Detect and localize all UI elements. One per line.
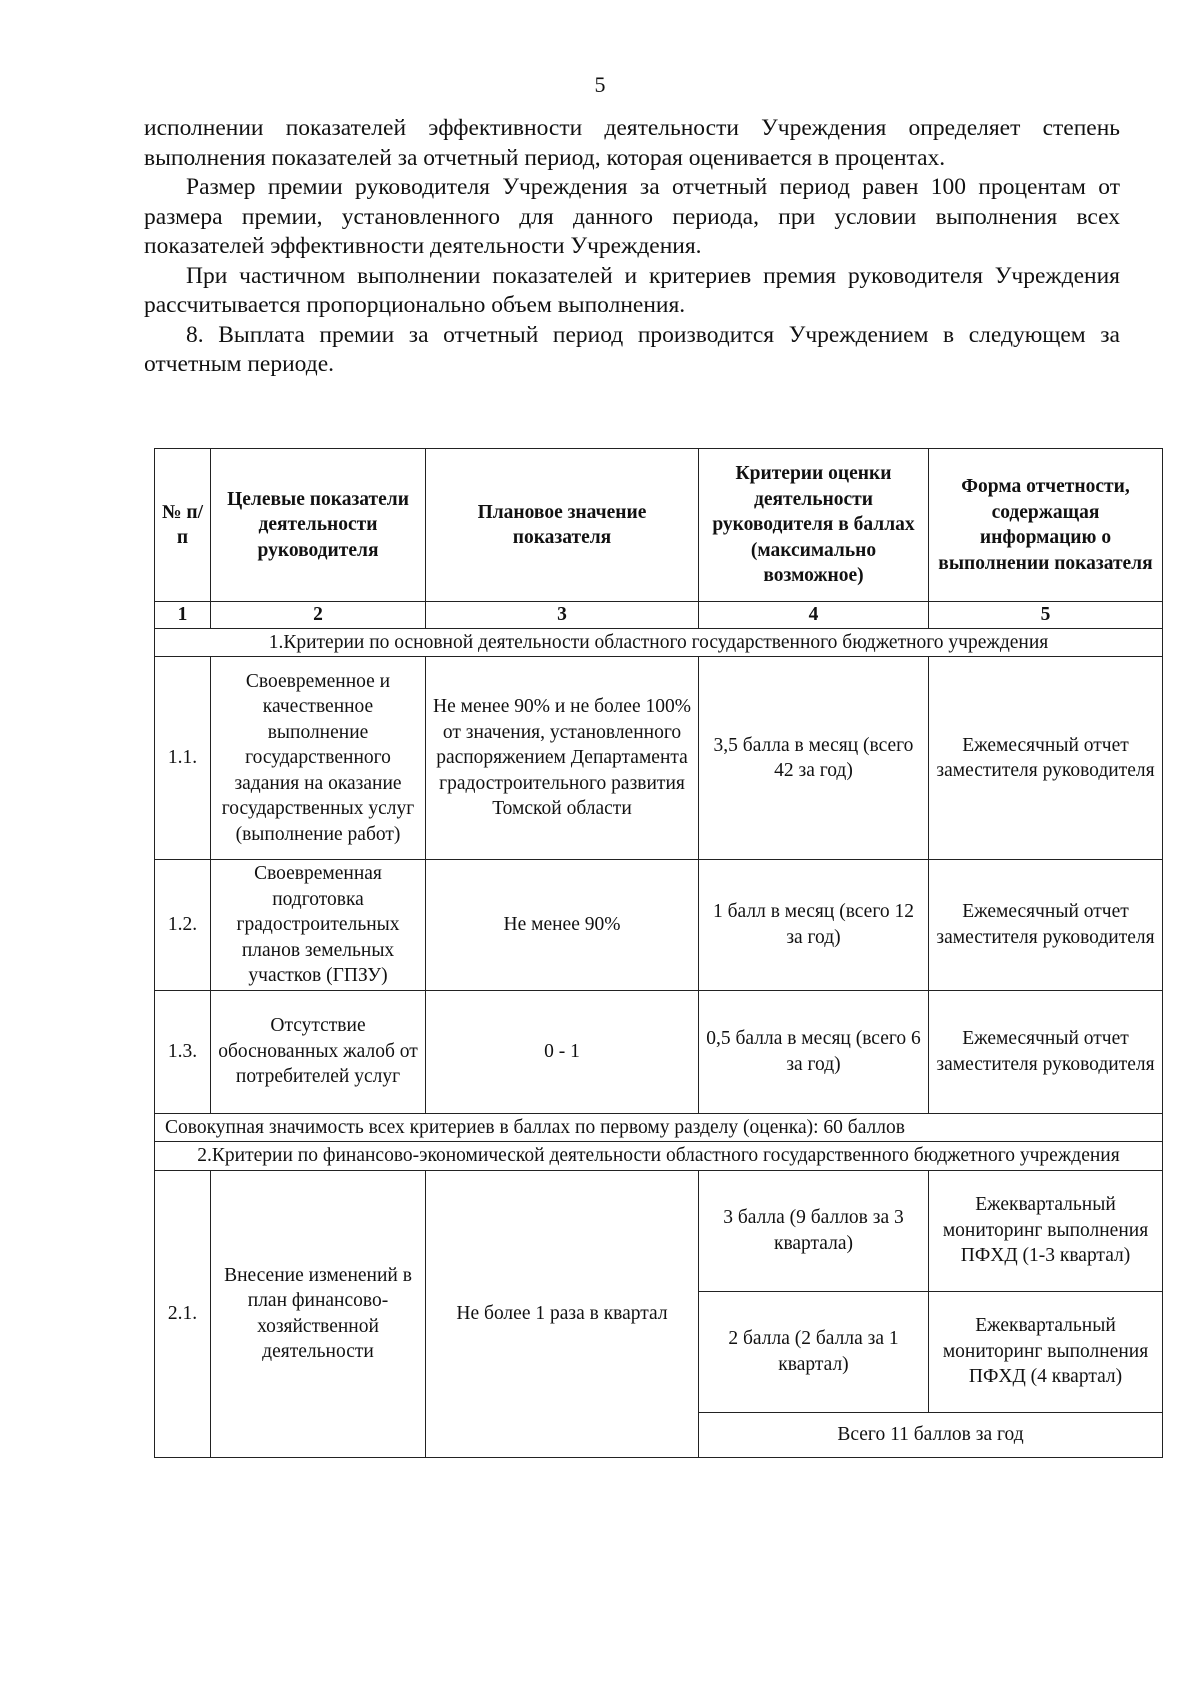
row-plan-value: 0 - 1: [426, 990, 699, 1113]
row-number: 1.1.: [155, 657, 211, 860]
header-number: № п/п: [155, 449, 211, 602]
column-number: 2: [211, 602, 426, 629]
row-plan-value: Не менее 90%: [426, 860, 699, 991]
row-indicator: Своевременная подготовка градостроительных планов земельных участков (ГПЗУ): [211, 860, 426, 991]
section-1-title: 1.Критерии по основной деятельности областного государственного бюджетного учреждения: [155, 628, 1163, 657]
column-number: 5: [929, 602, 1163, 629]
section-2-title: 2.Критерии по финансово-экономической деятельности областного государственного бюджетного учреждения: [155, 1142, 1163, 1171]
row-indicator: Отсутствие обоснованных жалоб от потребителей услуг: [211, 990, 426, 1113]
row-plan-value: Не менее 90% и не более 100% от значения, установленного распоряжением Департамента градостроительного развития Томской области: [426, 657, 699, 860]
row-criteria: 3,5 балла в месяц (всего 42 за год): [699, 657, 929, 860]
row-report-quarters-1-3: Ежеквартальный мониторинг выполнения ПФХД (1-3 квартал): [929, 1170, 1163, 1291]
header-criteria: Критерии оценки деятельности руководителя в баллах (максимально возможное): [699, 449, 929, 602]
column-numbers-row: [155, 602, 1163, 629]
table-row: [155, 1170, 1163, 1291]
header-report-form: Форма отчетности, содержащая информацию о выполнении показателя: [929, 449, 1163, 602]
row-number: 2.1.: [155, 1170, 211, 1457]
row-criteria: 1 балл в месяц (всего 12 за год): [699, 860, 929, 991]
section-1-summary-row: [155, 1113, 1163, 1142]
row-plan-value: Не более 1 раза в квартал: [426, 1170, 699, 1457]
section-2-title-row: [155, 1142, 1163, 1171]
row-criteria: 0,5 балла в месяц (всего 6 за год): [699, 990, 929, 1113]
page-number: 5: [594, 72, 606, 97]
row-indicator: Своевременное и качественное выполнение государственного задания на оказание государственных услуг (выполнение работ): [211, 657, 426, 860]
table-row: [155, 860, 1163, 991]
paragraph-2: Размер премии руководителя Учреждения за отчетный период равен 100 процентам от размера премии, установленного для данного периода, при условии выполнения всех показателей эффективности деятельности Учреждения.: [144, 174, 1120, 259]
paragraph-4: 8. Выплата премии за отчетный период производится Учреждением в следующем за отчетным периоде.: [144, 321, 1120, 377]
row-report-form: Ежемесячный отчет заместителя руководителя: [929, 990, 1163, 1113]
row-indicator: Внесение изменений в план финансово-хозяйственной деятельности: [211, 1170, 426, 1457]
paragraph-3: При частичном выполнении показателей и критериев премия руководителя Учреждения рассчитывается пропорционально объем выполнения.: [144, 262, 1120, 318]
row-report-form: Ежемесячный отчет заместителя руководителя: [929, 657, 1163, 860]
header-plan-value: Плановое значение показателя: [426, 449, 699, 602]
paragraph-1: исполнении показателей эффективности деятельности Учреждения определяет степень выполнения показателей за отчетный период, которая оценивается в процентах.: [144, 115, 1120, 171]
row-total-points: Всего 11 баллов за год: [699, 1412, 1163, 1457]
table-header-row: [155, 449, 1163, 602]
body-text: [144, 114, 1120, 380]
section-1-summary: Совокупная значимость всех критериев в баллах по первому разделу (оценка): 60 баллов: [155, 1113, 1163, 1142]
column-number: 4: [699, 602, 929, 629]
row-number: 1.3.: [155, 990, 211, 1113]
criteria-table: [154, 448, 1163, 1458]
row-number: 1.2.: [155, 860, 211, 991]
column-number: 3: [426, 602, 699, 629]
row-criteria-quarters-1-3: 3 балла (9 баллов за 3 квартала): [699, 1170, 929, 1291]
section-1-title-row: [155, 628, 1163, 657]
row-criteria-quarter-4: 2 балла (2 балла за 1 квартал): [699, 1291, 929, 1412]
row-report-quarter-4: Ежеквартальный мониторинг выполнения ПФХД (4 квартал): [929, 1291, 1163, 1412]
table-row: [155, 657, 1163, 860]
column-number: 1: [155, 602, 211, 629]
table-row: [155, 990, 1163, 1113]
row-report-form: Ежемесячный отчет заместителя руководителя: [929, 860, 1163, 991]
header-indicator: Целевые показатели деятельности руководителя: [211, 449, 426, 602]
